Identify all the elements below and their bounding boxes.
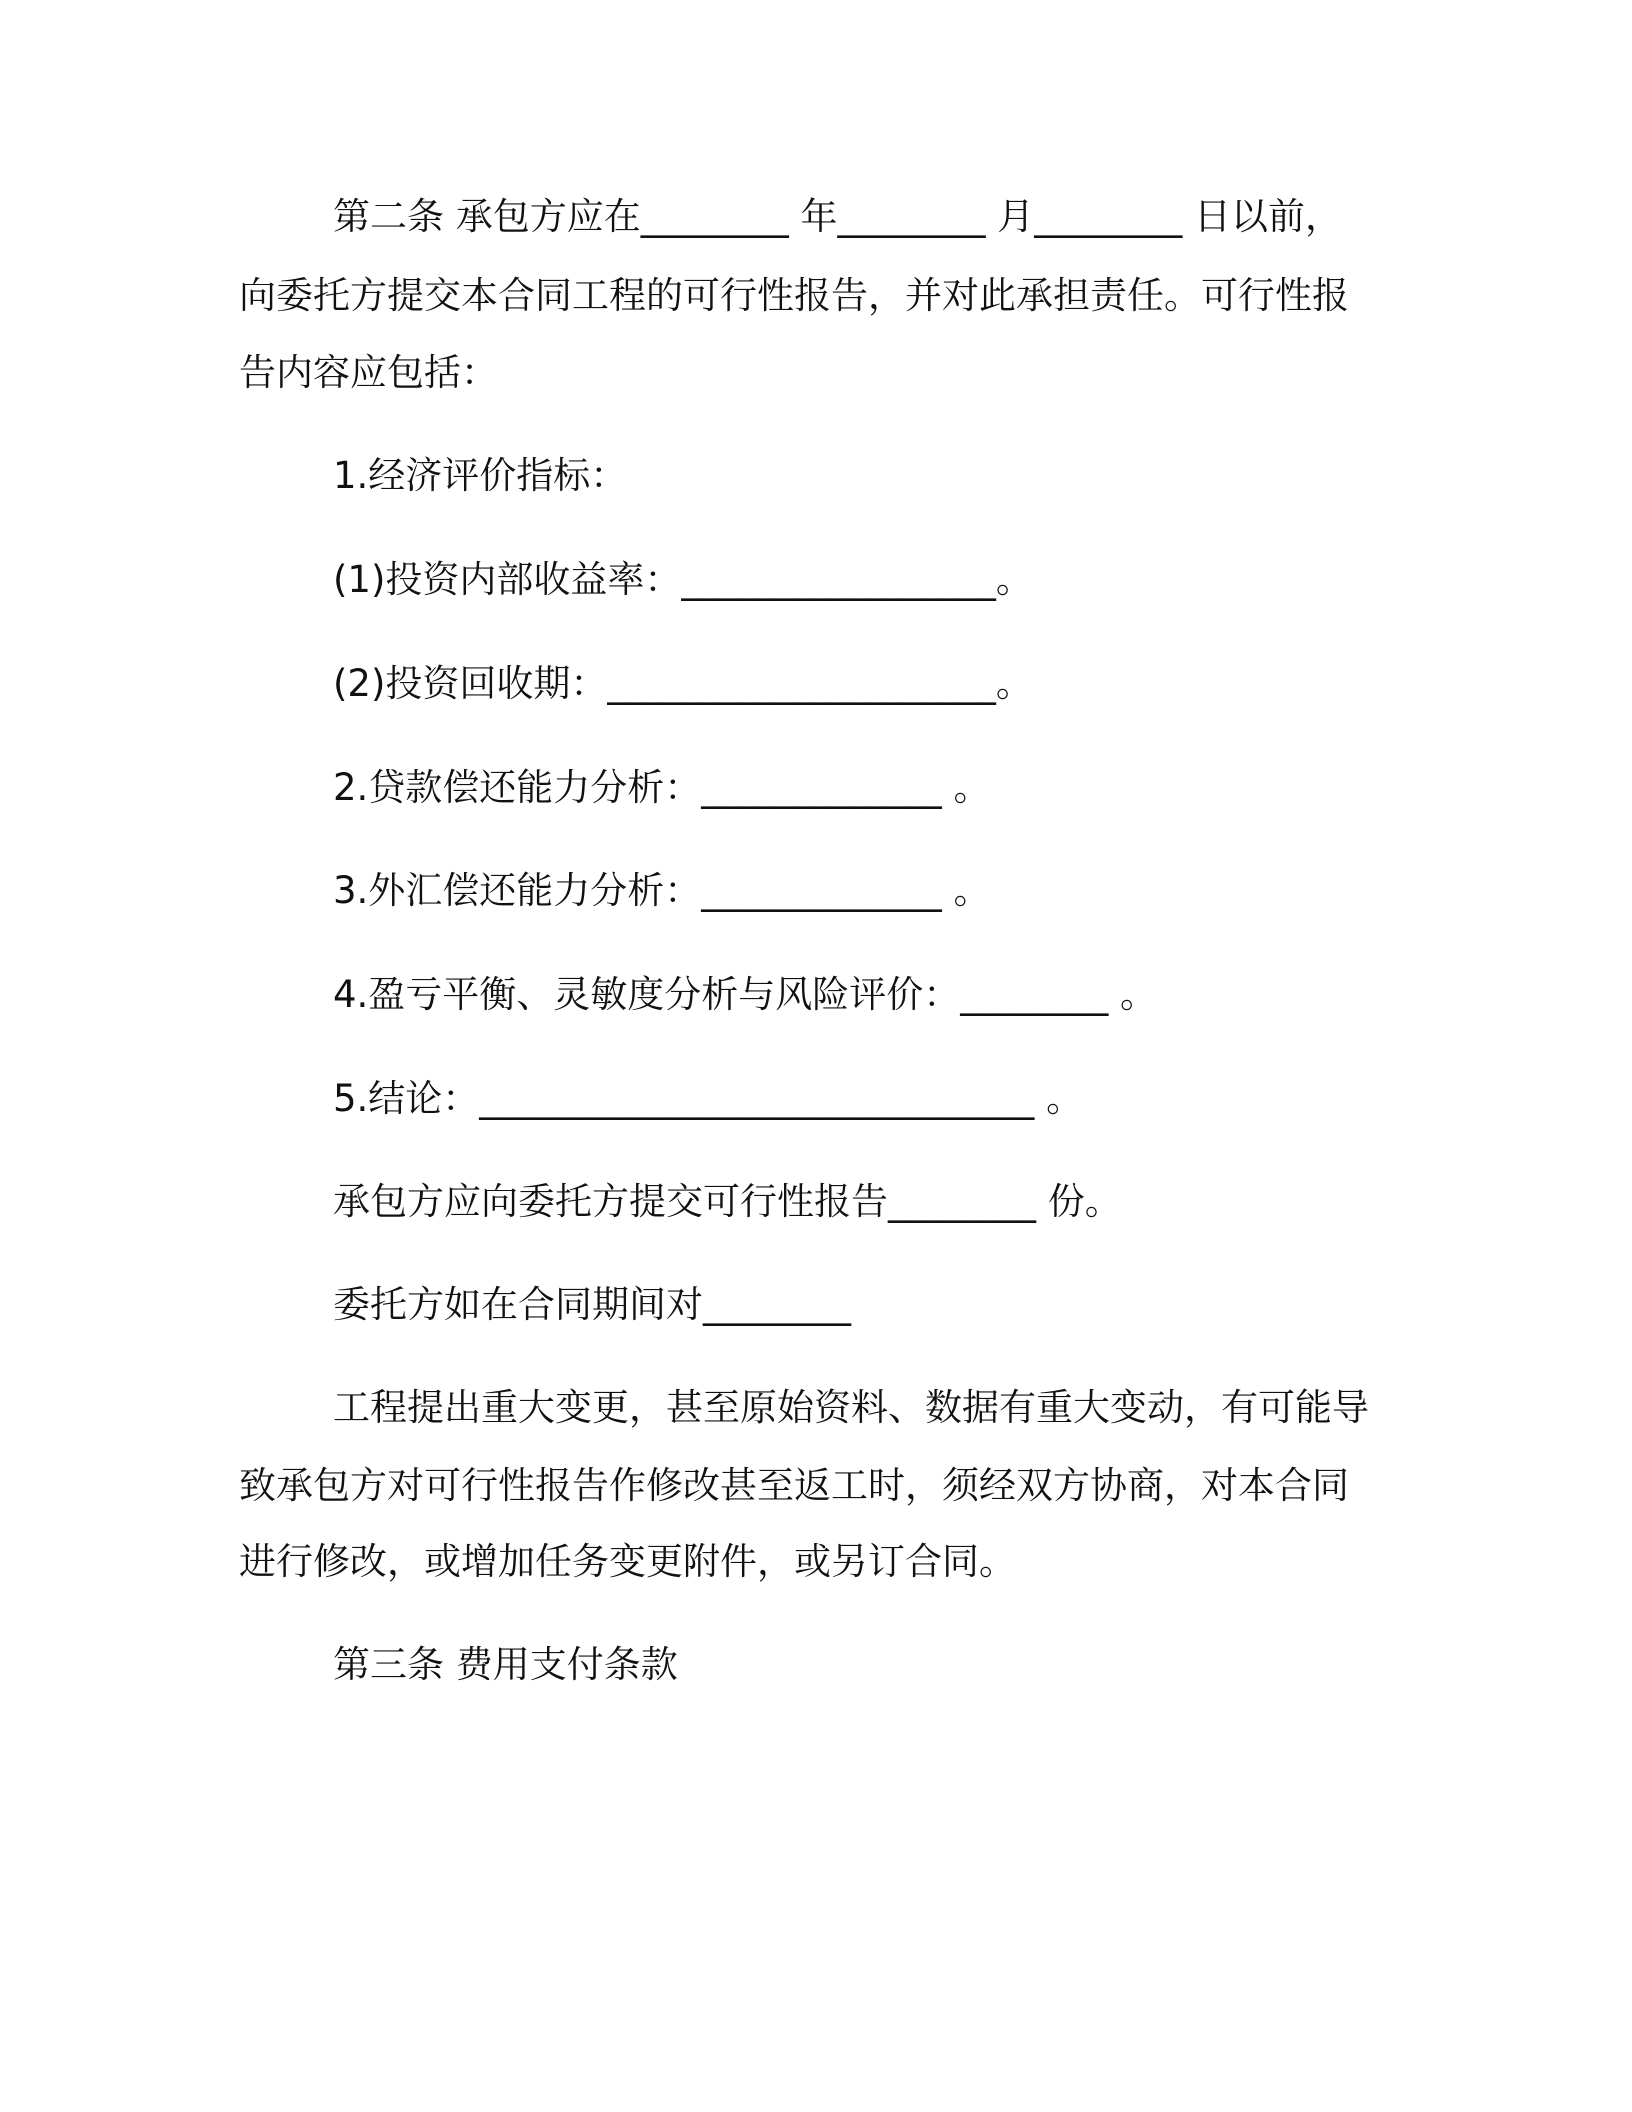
article-3-heading: 第三条 费用支付条款 [333,1643,678,1686]
internal-rate-of-return-item: (1)投资内部收益率：_________________。 [333,558,1033,601]
break-even-risk-item: 4.盈亏平衡、灵敏度分析与风险评价：________ 。 [333,973,1158,1016]
article-2-intro-line-1: 第二条 承包方应在________ 年________ 月________ 日以前， [333,195,1343,238]
conclusion-item: 5.结论：______________________________ 。 [333,1077,1084,1120]
change-paragraph-line-1: 工程提出重大变更，甚至原始资料、数据有重大变动，有可能导 [333,1386,1369,1429]
payback-period-item: (2)投资回收期：_____________________。 [333,662,1033,705]
article-2-intro-line-3: 告内容应包括： [239,351,498,394]
change-paragraph-line-2: 致承包方对可行性报告作修改甚至返工时，须经双方协商，对本合同 [239,1464,1349,1507]
change-paragraph-line-3: 进行修改，或增加任务变更附件，或另订合同。 [239,1540,1016,1583]
client-change-line: 委托方如在合同期间对________ [333,1283,851,1326]
report-copies-line: 承包方应向委托方提交可行性报告________ 份。 [333,1180,1122,1223]
economic-evaluation-heading: 1.经济评价指标： [333,454,628,497]
loan-repayment-item: 2.贷款偿还能力分析：_____________ 。 [333,766,991,809]
article-2-intro-line-2: 向委托方提交本合同工程的可行性报告，并对此承担责任。可行性报 [239,274,1349,317]
forex-repayment-item: 3.外汇偿还能力分析：_____________ 。 [333,869,991,912]
